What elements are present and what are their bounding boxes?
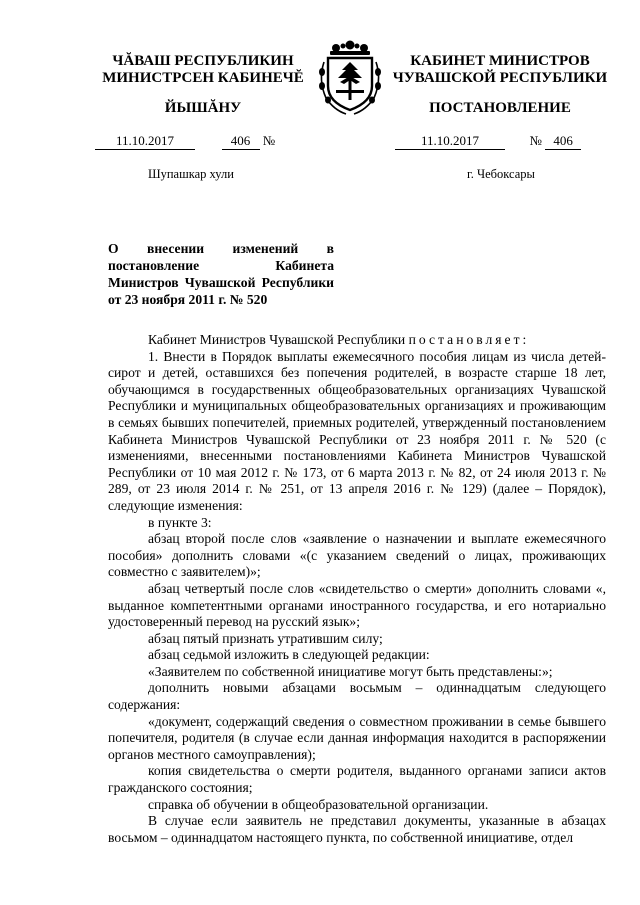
place-right: г. Чебоксары: [467, 167, 535, 181]
intro-lead: Кабинет Министров Чувашской Республики: [148, 332, 406, 347]
header-left-line2: МИНИСТРСЕН КАБИНЕЧĔ: [102, 70, 304, 86]
intro-verb: постановляет:: [408, 332, 530, 347]
body-paragraph: В случае если заявитель не представил документы, указанные в абзацах восьмом – одиннадцатом настоящего пункта, по собственной инициативе, отдел: [108, 813, 606, 845]
body-paragraph: абзац пятый признать утратившим силу;: [148, 630, 383, 646]
body-paragraph: абзац четвертый после слов «свидетельство о смерти» дополнить словами «, выданное компетентными органами иностранного государства, и его нотариально удостоверенный перевод на русский язык»;: [108, 580, 606, 630]
right-date: 11.10.2017: [395, 133, 505, 150]
right-number: 406: [545, 133, 581, 150]
document-subject: О внесении изменений в постановление Кабинета Министров Чувашской Республики от 23 ноября 2011 г. № 520: [108, 241, 334, 307]
header-left-doc-type: ЙЫШĂНУ: [164, 100, 242, 116]
right-date-number-line: [395, 133, 581, 149]
body-paragraph: «Заявителем по собственной инициативе могут быть представлены:»;: [148, 663, 553, 679]
header-left-org: [88, 53, 318, 87]
header-left-line1: ЧĂВАШ РЕСПУБЛИКИН: [112, 53, 294, 69]
intro-paragraph: [108, 332, 606, 349]
body-paragraph: абзац седьмой изложить в следующей редакции:: [148, 647, 430, 663]
body-paragraph: 1. Внести в Порядок выплаты ежемесячного пособия лицам из числа детей-сирот и детей, оставшихся без попечения родителей, в возрасте старше 18 лет, обучающимся в государственных общеобразовательных организациях Чувашской Республики и муниципальных общеобразовательных организациях и проживающим в семьях бывших попечителей, приемных родителей, утвержденный постановлением Кабинета Министров Чувашской Республики от 23 ноября 2011 г. № 520 (с изменениями, внесенными постановлениями Кабинета Министров Чувашской Республики от 10 мая 2012 г. № 173, от 6 марта 2013 г. № 82, от 24 июля 2013 г. № 289, от 23 июля 2014 г. № 251, от 13 апреля 2016 г. № 129) (далее – Порядок), следующие изменения:: [108, 348, 606, 513]
body-paragraph: «документ, содержащий сведения о совместном проживании в семье бывшего попечителя, родителя (в случае если данная информация находится в распоряжении органов местного самоуправления);: [108, 713, 606, 762]
left-date-number-line: [95, 133, 275, 149]
body-paragraph: дополнить новыми абзацами восьмым – одиннадцатым следующего содержания:: [108, 680, 606, 713]
header-right-line2: ЧУВАШСКОЙ РЕСПУБЛИКИ: [392, 70, 608, 86]
left-number-sign: №: [262, 133, 276, 148]
place-left: Шупашкар хули: [148, 167, 234, 181]
left-number: 406: [222, 133, 260, 150]
chuvash-emblem-icon: [316, 40, 384, 120]
right-number-sign: №: [529, 133, 542, 148]
header-right-line1: КАБИНЕТ МИНИСТРОВ: [410, 53, 590, 69]
body-paragraph: в пункте 3:: [148, 514, 212, 530]
body-paragraph: справка об обучении в общеобразовательной организации.: [148, 796, 489, 812]
document-body: [108, 332, 606, 846]
body-paragraph: абзац второй после слов «заявление о назначении и выплате ежемесячного пособия» дополнить словами «(с указанием сведений о лицах, проживающих совместно с заявителем)»;: [108, 531, 606, 580]
header-right-org: [385, 53, 615, 87]
header-right-doc-type: ПОСТАНОВЛЕНИЕ: [429, 100, 571, 116]
left-date: 11.10.2017: [95, 133, 195, 150]
body-paragraph: копия свидетельства о смерти родителя, выданного органами записи актов гражданского состояния;: [108, 763, 606, 796]
